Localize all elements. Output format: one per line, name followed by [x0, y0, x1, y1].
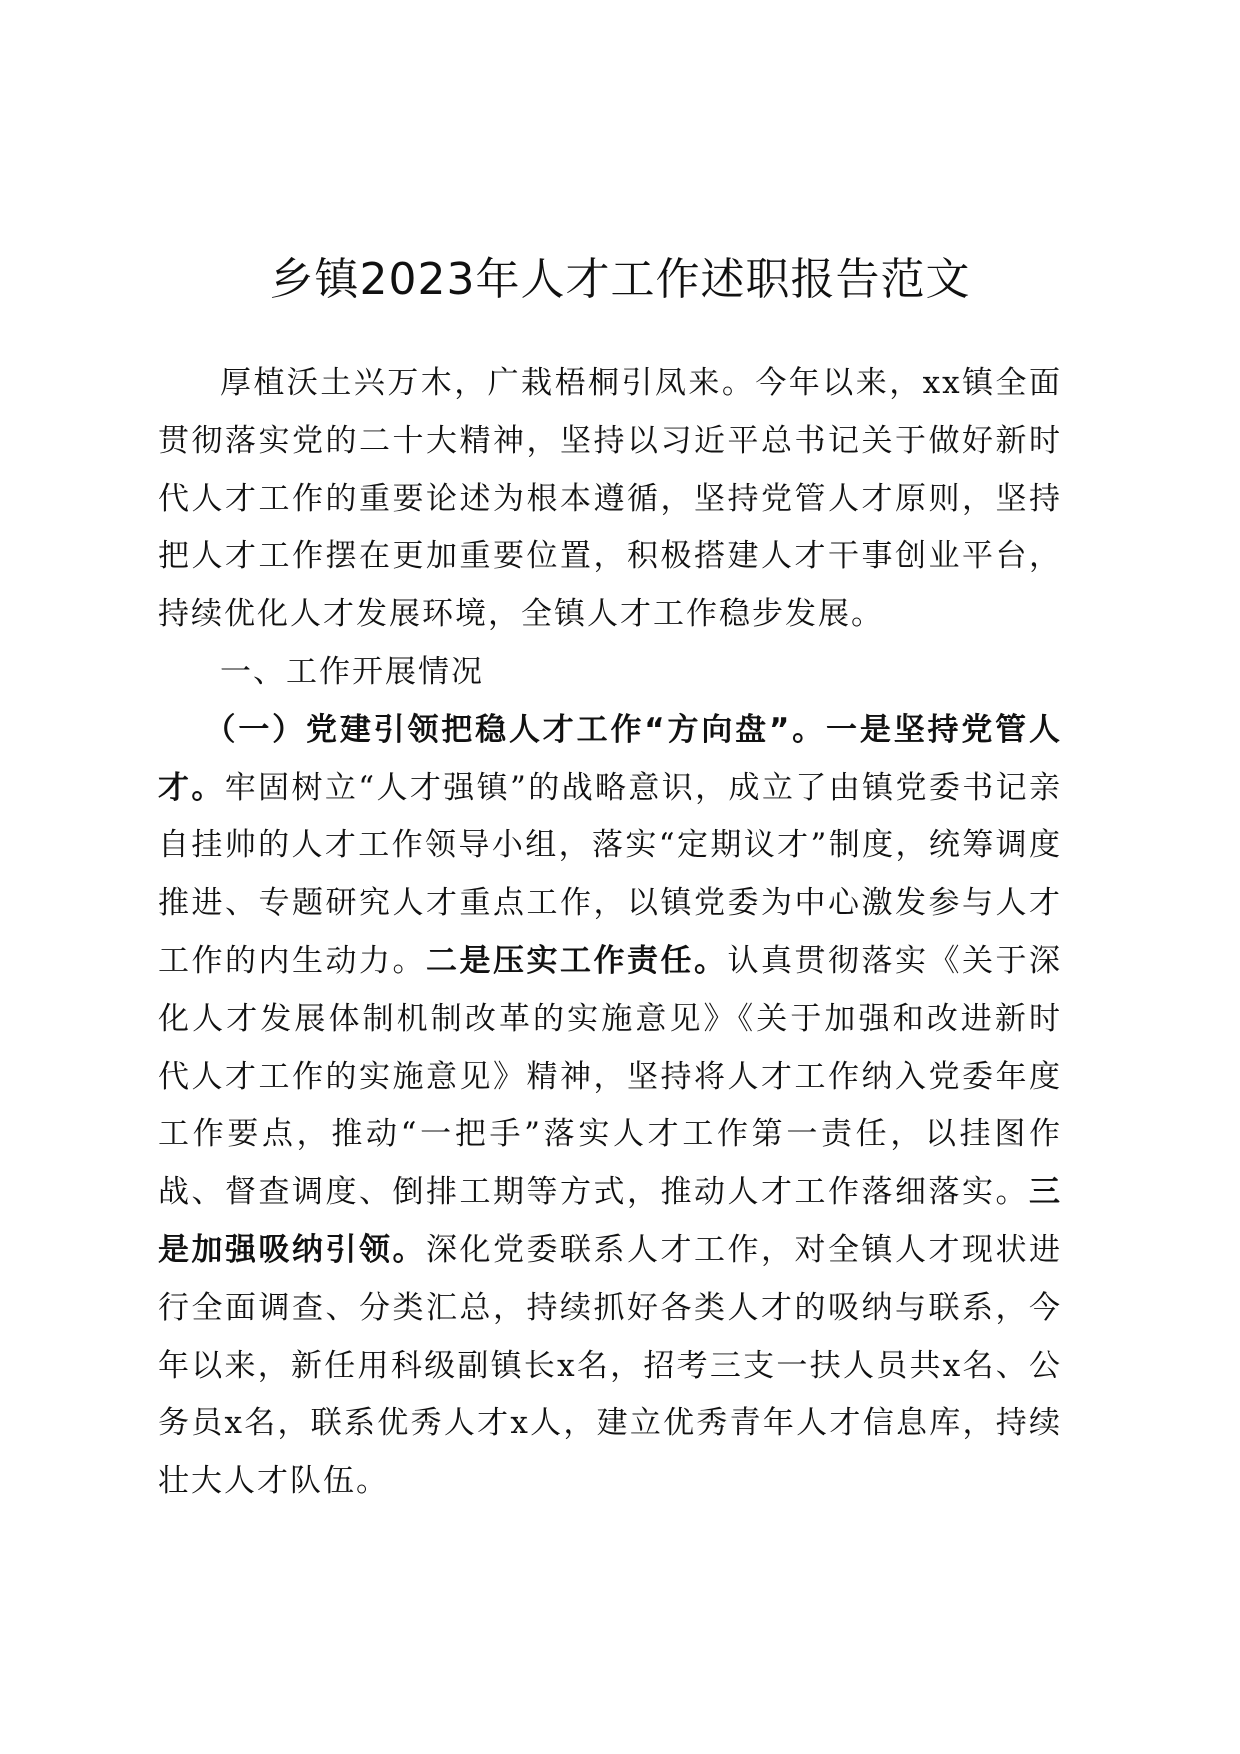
- point-2-text: 认真贯彻落实《关于深化人才发展体制机制改革的实施意见》《关于加强和改进新时代人才工作的实施意见》精神，坚持将人才工作纳入党委年度工作要点，推动“一把手”落实人才工作第一责任，以挂图作战、督查调度、倒排工期等方式，推动人才工作落细落实。: [158, 942, 1062, 1211]
- point-1-text: 牢固树立“人才强镇”的战略意识，成立了由镇党委书记亲自挂帅的人才工作领导小组，落实“定期议才”制度，统筹调度推进、专题研究人才重点工作，以镇党委为中心激发参与人才工作的内生动力。: [158, 769, 1062, 979]
- document-title: 乡镇2023年人才工作述职报告范文: [269, 254, 971, 305]
- point-2-title: 二是压实工作责任。: [426, 942, 728, 979]
- subsection-heading: （一）党建引领把稳人才工作“方向盘”。: [204, 711, 827, 748]
- point-3-title: 三是加强吸纳引领。: [158, 1174, 1062, 1268]
- document-body: [158, 355, 1062, 1511]
- point-3-text: 深化党委联系人才工作，对全镇人才现状进行全面调查、分类汇总，持续抓好各类人才的吸纳与联系，今年以来，新任用科级副镇长x名，招考三支一扶人员共x名、公务员x名，联系优秀人才x人，建立优秀青年人才信息库，持续壮大人才队伍。: [158, 1231, 1062, 1500]
- point-1-title: 一是坚持党管人才。: [158, 711, 1063, 806]
- intro-paragraph: 厚植沃土兴万木，广栽梧桐引凤来。今年以来，xx镇全面贯彻落实党的二十大精神，坚持以习近平总书记关于做好新时代人才工作的重要论述为根本遵循，坚持党管人才原则，坚持把人才工作摆在更加重要位置，积极搭建人才干事创业平台，持续优化人才发展环境，全镇人才工作稳步发展。: [158, 365, 1062, 633]
- subsection-paragraph: [158, 702, 1062, 1511]
- section-heading: 一、工作开展情况: [220, 653, 484, 690]
